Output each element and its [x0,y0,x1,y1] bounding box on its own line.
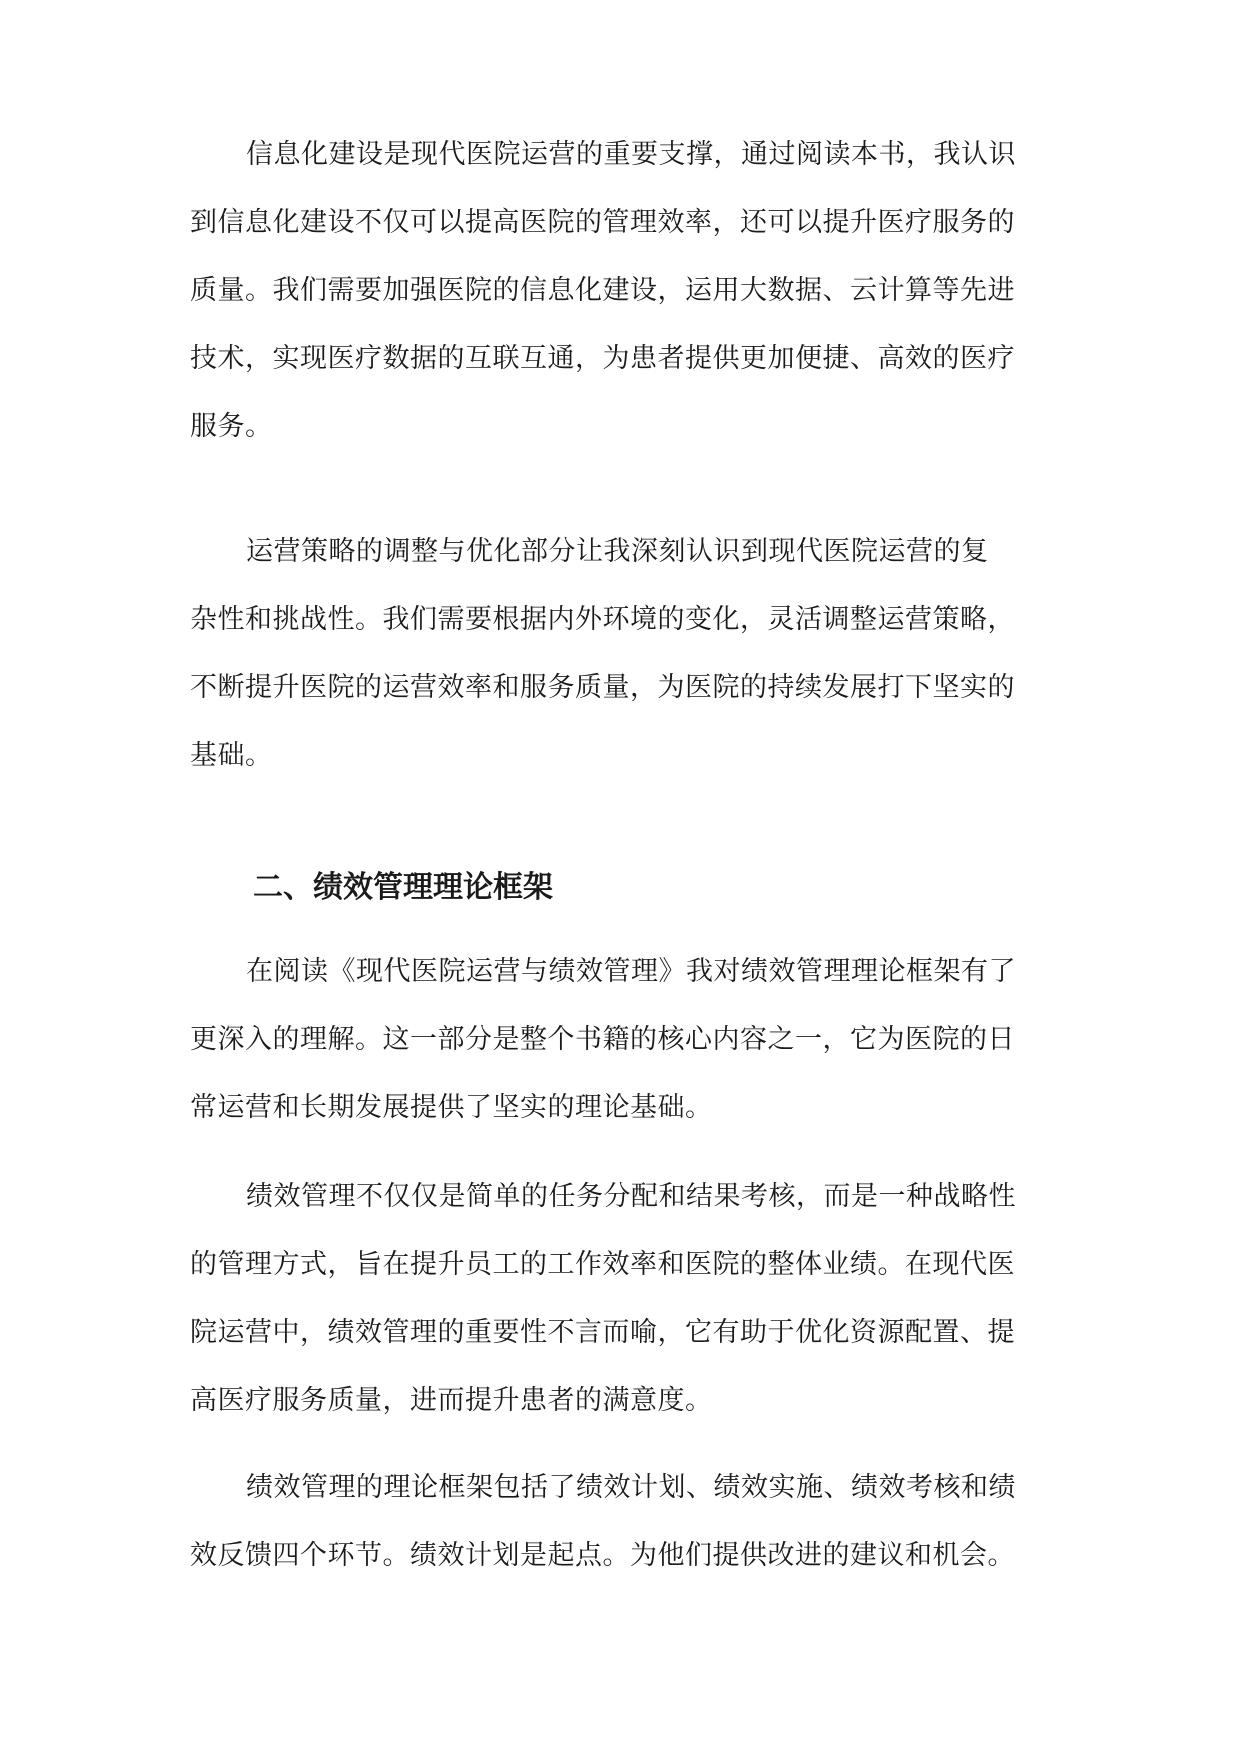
text-line: 常运营和长期发展提供了坚实的理论基础。 [190,1092,713,1123]
text-line: 绩效管理不仅仅是简单的任务分配和结果考核，而是一种战略性 [246,1181,1016,1212]
text-line: 在阅读《现代医院运营与绩效管理》我对绩效管理理论框架有了 [246,956,1016,987]
text-line: 效反馈四个环节。绩效计划是起点。为他们提供改进的建议和机会。 [190,1540,1015,1571]
text-line: 基础。 [190,740,273,771]
paragraph-theory-framework [190,1454,1050,1590]
text-line: 更深入的理解。这一部分是整个书籍的核心内容之一，它为医院的日 [190,1024,1015,1055]
text-line: 信息化建设是现代医院运营的重要支撑，通过阅读本书，我认识 [246,139,1016,170]
paragraph-informatization [190,121,1050,461]
text-line: 高医疗服务质量，进而提升患者的满意度。 [190,1385,713,1416]
text-line: 院运营中，绩效管理的重要性不言而喻，它有助于优化资源配置、提 [190,1317,1015,1348]
text-line: 不断提升医院的运营效率和服务质量，为医院的持续发展打下坚实的 [190,672,1015,703]
text-line: 绩效管理的理论框架包括了绩效计划、绩效实施、绩效考核和绩 [246,1472,1016,1503]
paragraph-performance-management [190,1163,1050,1435]
section-heading: 二、绩效管理理论框架 [253,870,553,905]
text-line: 到信息化建设不仅可以提高医院的管理效率，还可以提升医疗服务的 [190,207,1015,238]
paragraph-operation-strategy [190,518,1050,790]
text-line: 服务。 [190,411,273,442]
paragraph-reading-understanding [190,938,1050,1142]
text-line: 运营策略的调整与优化部分让我深刻认识到现代医院运营的复 [246,536,989,567]
text-line: 杂性和挑战性。我们需要根据内外环境的变化，灵活调整运营策略， [190,604,1015,635]
text-line: 质量。我们需要加强医院的信息化建设，运用大数据、云计算等先进 [190,275,1015,306]
text-line: 的管理方式，旨在提升员工的工作效率和医院的整体业绩。在现代医 [190,1249,1015,1280]
text-line: 技术，实现医疗数据的互联互通，为患者提供更加便捷、高效的医疗 [190,343,1015,374]
